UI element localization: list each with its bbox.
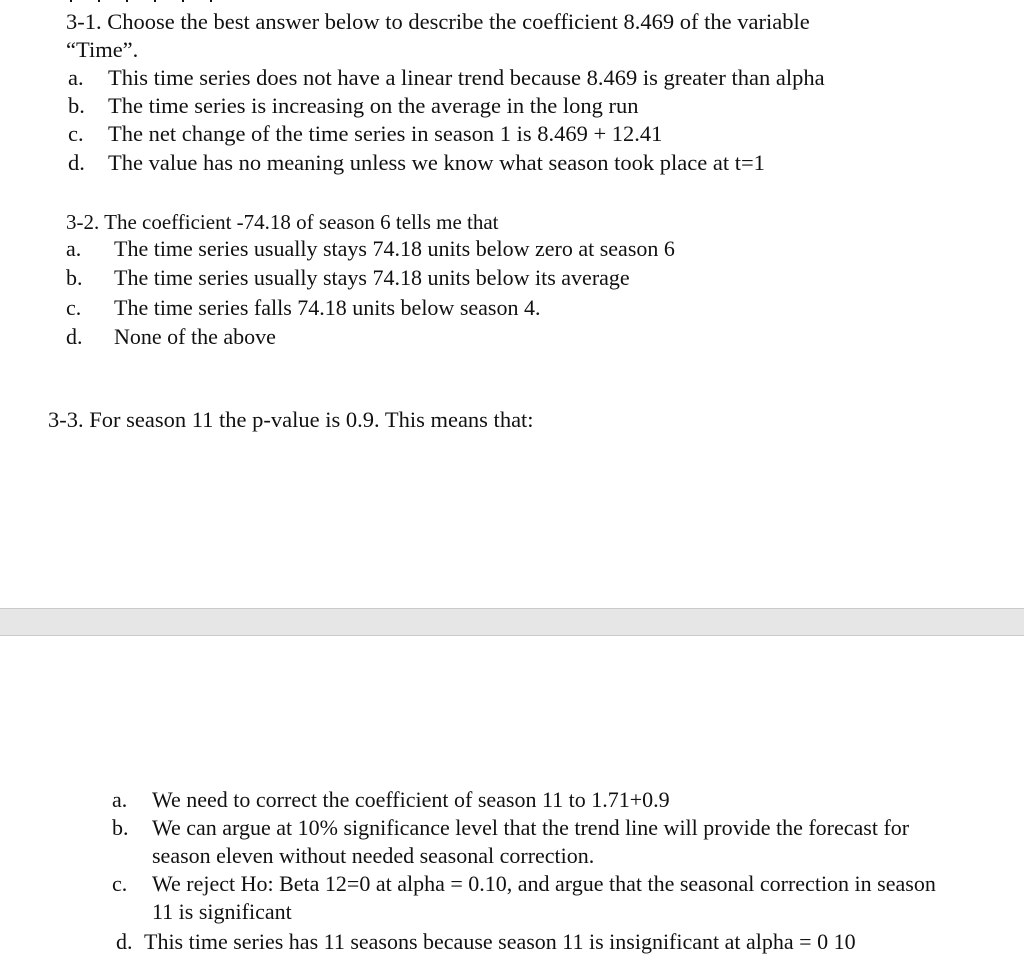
question-3-3-option-a <box>112 786 962 814</box>
option-letter: a. <box>68 65 84 90</box>
question-3-3-option-d <box>116 928 856 956</box>
option-letter: b. <box>68 93 85 118</box>
clipped-text-fragment <box>64 0 244 2</box>
question-3-2-option-c <box>66 294 540 322</box>
option-text: We can argue at 10% significance level that the trend line will provide the forecast for season eleven without needed seasonal correction. <box>152 815 910 868</box>
option-letter: b. <box>112 815 129 840</box>
option-letter: a. <box>66 236 82 261</box>
option-letter: c. <box>112 871 128 896</box>
option-letter: d. <box>116 929 133 954</box>
question-3-1-title <box>66 8 926 64</box>
option-text: The value has no meaning unless we know what season took place at t=1 <box>108 150 765 175</box>
question-3-1-option-a <box>68 64 825 92</box>
option-text: This time series does not have a linear trend because 8.469 is greater than alpha <box>108 65 825 90</box>
option-letter: c. <box>66 295 82 320</box>
question-3-2-option-d <box>66 323 276 351</box>
page-break <box>0 608 1024 636</box>
question-3-3-option-b <box>112 814 962 870</box>
option-text: This time series has 11 seasons because season 11 is insignificant at alpha = 0 10 <box>144 929 856 954</box>
option-text: The net change of the time series in season 1 is 8.469 + 12.41 <box>108 121 663 146</box>
option-text: None of the above <box>114 324 276 349</box>
option-letter: d. <box>68 150 85 175</box>
question-3-3-option-c <box>112 870 962 926</box>
option-text: The time series usually stays 74.18 units below its average <box>114 265 630 290</box>
option-text: We need to correct the coefficient of season 11 to 1.71+0.9 <box>152 787 670 812</box>
option-letter: a. <box>112 787 128 812</box>
question-3-2-option-b <box>66 264 630 292</box>
question-3-1-option-c <box>68 120 662 148</box>
option-letter: d. <box>66 324 83 349</box>
document-page-2 <box>0 636 1024 973</box>
question-3-1-title-line-2: “Time”. <box>66 37 139 62</box>
option-text: The time series falls 74.18 units below season 4. <box>114 295 541 320</box>
option-letter: c. <box>68 121 84 146</box>
option-text: We reject Ho: Beta 12=0 at alpha = 0.10, and argue that the seasonal correction in season 11 is significant <box>152 871 936 924</box>
question-3-1-option-d <box>68 149 765 177</box>
question-3-3-title: 3-3. For season 11 the p-value is 0.9. This means that: <box>48 407 534 432</box>
question-3-1-title-line-1: 3-1. Choose the best answer below to describe the coefficient 8.469 of the variable <box>66 9 810 34</box>
option-text: The time series usually stays 74.18 units below zero at season 6 <box>114 236 675 261</box>
question-3-1-option-b <box>68 92 638 120</box>
question-3-2-option-a <box>66 235 675 263</box>
option-letter: b. <box>66 265 83 290</box>
question-3-2-title: 3-2. The coefficient -74.18 of season 6 tells me that <box>66 210 499 234</box>
option-text: The time series is increasing on the average in the long run <box>108 93 639 118</box>
